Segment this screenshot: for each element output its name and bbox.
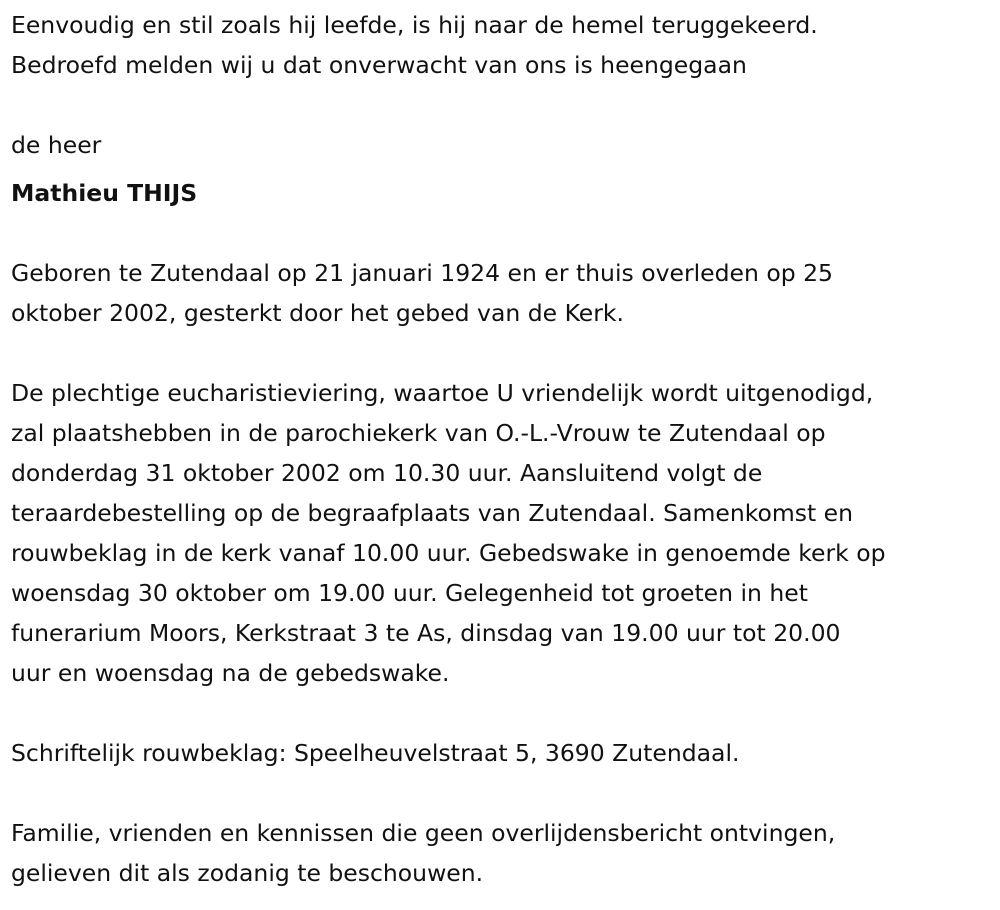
written-condolences: Schriftelijk rouwbeklag: Speelheuvelstraat 5, 3690 Zutendaal.	[11, 739, 740, 767]
spacer	[11, 773, 996, 813]
spacer	[11, 213, 996, 253]
ceremony-line: donderdag 31 oktober 2002 om 10.30 uur. Aansluitend volgt de	[11, 459, 763, 487]
ceremony-line: De plechtige eucharistieviering, waartoe U vriendelijk wordt uitgenodigd,	[11, 379, 874, 407]
ceremony-line: funerarium Moors, Kerkstraat 3 te As, dinsdag van 19.00 uur tot 20.00	[11, 619, 841, 647]
deceased-name: Mathieu THIJS	[11, 179, 198, 207]
death-notice	[11, 5, 996, 893]
closing-line: Familie, vrienden en kennissen die geen overlijdensbericht ontvingen,	[11, 819, 836, 847]
spacer	[11, 333, 996, 373]
birth-death-line: oktober 2002, gesterkt door het gebed van de Kerk.	[11, 299, 625, 327]
ceremony-line: rouwbeklag in de kerk vanaf 10.00 uur. Gebedswake in genoemde kerk op	[11, 539, 886, 567]
spacer	[11, 693, 996, 733]
spacer	[11, 85, 996, 125]
intro-line: Eenvoudig en stil zoals hij leefde, is hij naar de hemel teruggekeerd.	[11, 11, 818, 39]
ceremony-line: teraardebestelling op de begraafplaats van Zutendaal. Samenkomst en	[11, 499, 854, 527]
ceremony-line: woensdag 30 oktober om 19.00 uur. Gelegenheid tot groeten in het	[11, 579, 808, 607]
salutation: de heer	[11, 131, 102, 159]
closing-line: gelieven dit als zodanig te beschouwen.	[11, 859, 484, 887]
birth-death-line: Geboren te Zutendaal op 21 januari 1924 en er thuis overleden op 25	[11, 259, 833, 287]
intro-line: Bedroefd melden wij u dat onverwacht van ons is heengegaan	[11, 51, 747, 79]
ceremony-line: zal plaatshebben in de parochiekerk van O.-L.-Vrouw te Zutendaal op	[11, 419, 826, 447]
ceremony-line: uur en woensdag na de gebedswake.	[11, 659, 450, 687]
